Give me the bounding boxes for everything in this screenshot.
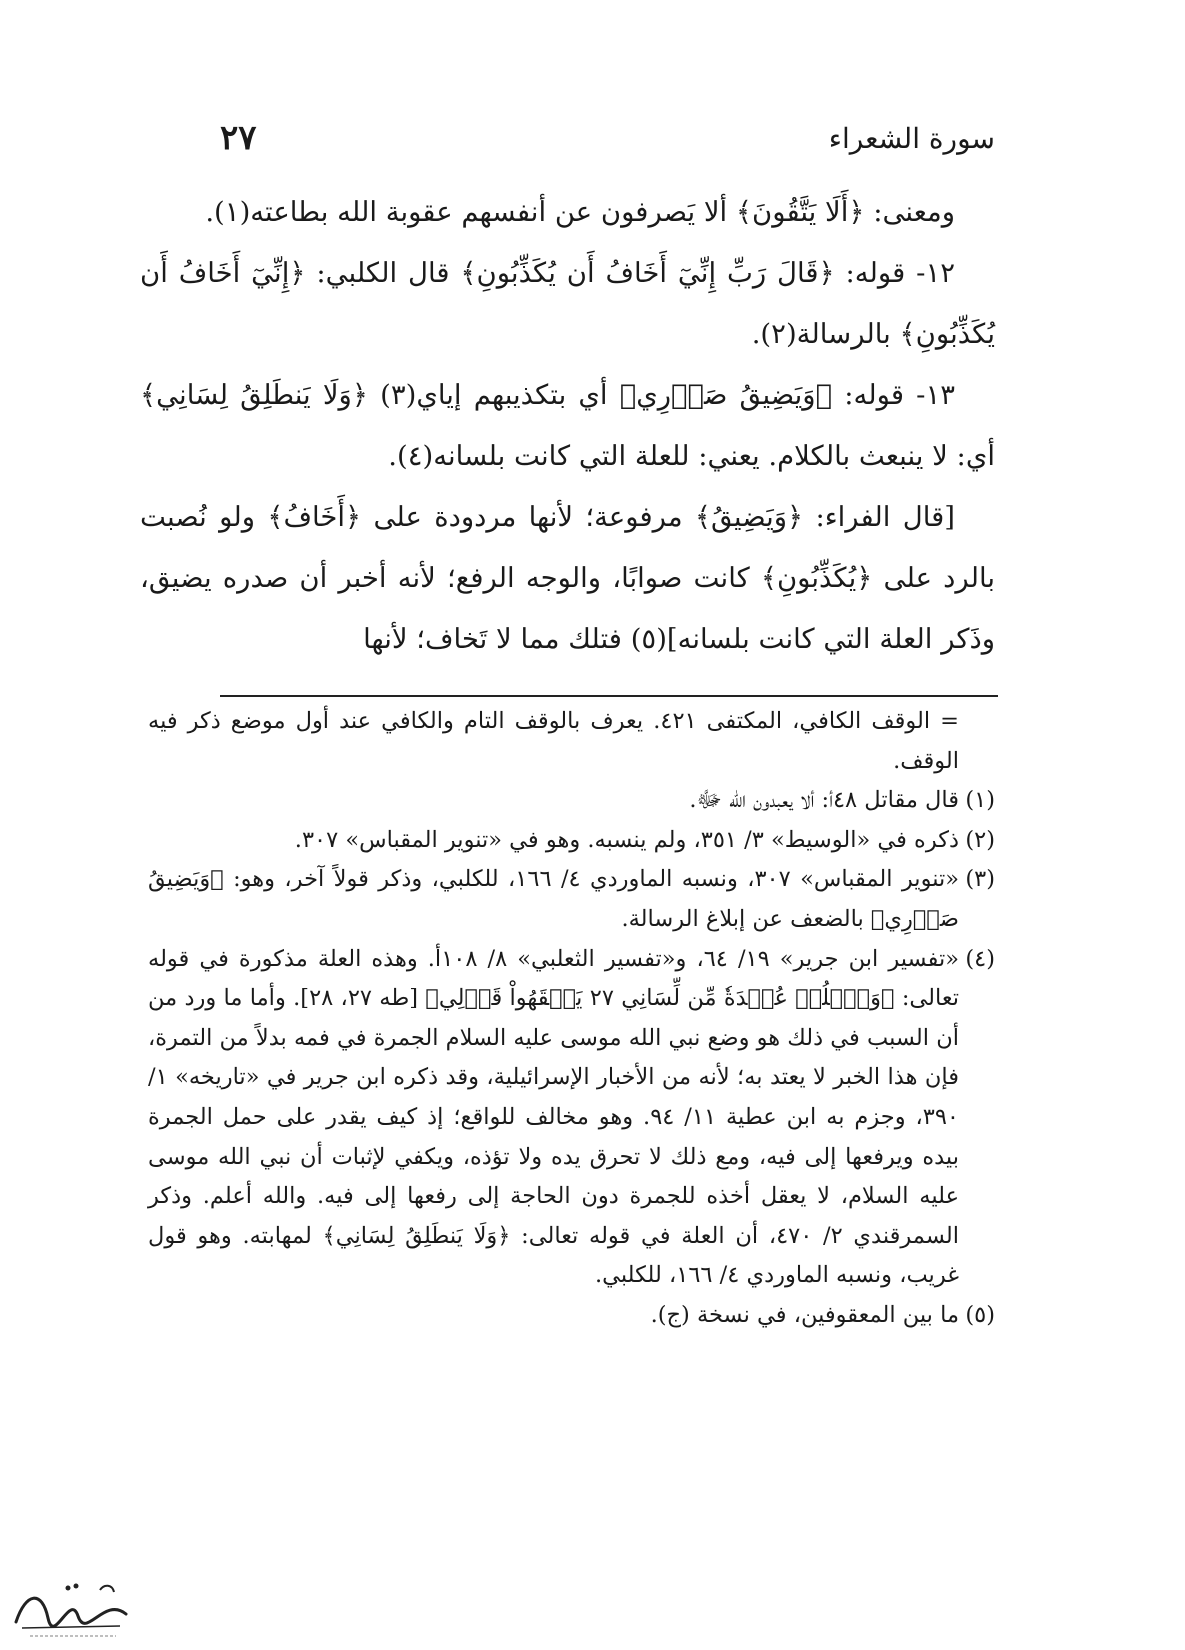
footnote-number: (١): [965, 787, 995, 814]
footnote-4: [148, 940, 995, 1296]
footnote-2: [148, 821, 995, 861]
footnote-text: قال مقاتل ٤٨أ: ألا يعبدون الله ﷻ.: [689, 787, 959, 814]
footnote-text: ذكره في «الوسيط» ٣/ ٣٥١، ولم ينسبه. وهو في «تنوير المقباس» ٣٠٧.: [294, 826, 959, 853]
footnote-5: [148, 1296, 995, 1336]
footnotes: [148, 702, 995, 1336]
footnote-number: (٥): [965, 1301, 995, 1328]
main-text: [140, 182, 995, 670]
footnote-text: «تفسير ابن جرير» ١٩/ ٦٤، و«تفسير الثعلبي» ٨/ ١٠٨أ. وهذه العلة مذكورة في قوله تعالى: ﴿وَٱحۡلُلۡ عُقۡدَةٗ مِّن لِّسَانِي ٢٧ يَفۡقَهُواْ قَوۡلِي﴾ [طه ٢٧، ٢٨]. وأما ما ورد من أن السبب في ذلك هو وضع نبي الله موسى عليه السلام الجمرة في فمه بدلاً من التمرة، فإن هذا الخبر لا يعتد به؛ لأنه من الأخبار الإسرائيلية، وقد ذكره ابن جرير في «تاريخه» ١/ ٣٩٠، وجزم به ابن عطية ١١/ ٩٤. وهو مخالف للواقع؛ إذ كيف يقدر على حمل الجمرة بيده ويرفعها إلى فيه، ومع ذلك لا تحرق يده ولا تؤذه، ويكفي لإثبات أن نبي الله موسى عليه السلام، لا يعقل أخذه للجمرة دون الحاجة إلى رفعها إلى فيه. والله أعلم. وذكر السمرقندي ٢/ ٤٧٠، أن العلة في قوله تعالى: ﴿وَلَا يَنطَلِقُ لِسَانِي﴾ لمهابته. وهو قول غريب، ونسبه الماوردي ٤/ ١٦٦، للكلبي.: [148, 945, 960, 1289]
footnote-number: (٢): [965, 826, 995, 853]
library-logo: [8, 1578, 136, 1640]
footnote-separator: [220, 695, 998, 697]
footnote-3: [148, 860, 995, 939]
footnote-number: (٤): [965, 945, 996, 972]
paragraph-1: ومعنى: ﴿أَلَا يَتَّقُونَ﴾ ألا يَصرفون عن أنفسهم عقوبة الله بطاعته(١).: [205, 196, 955, 228]
footnote-1: [148, 781, 995, 821]
footnote-number: (٣): [965, 866, 996, 893]
footnote-continuation: = الوقف الكافي، المكتفى ٤٢١. يعرف بالوقف التام والكافي عند أول موضع ذكر فيه الوقف.: [148, 708, 959, 774]
sura-title: سورة الشعراء: [828, 122, 995, 155]
paragraph-4: [قال الفراء: ﴿وَيَضِيقُ﴾ مرفوعة؛ لأنها مردودة على ﴿أَخَافُ﴾ ولو نُصبت بالرد على ﴿يُكَذِّبُونِ﴾ كانت صوابًا، والوجه الرفع؛ لأنه أخبر أن صدره يضيق، وذَكر العلة التي كانت بلسانه](٥) فتلك مما لا تَخاف؛ لأنها: [140, 501, 995, 655]
page-header: [220, 118, 995, 168]
paragraph-3: ١٣- قوله: ﴿وَيَضِيقُ صَدۡرِي﴾ أي بتكذيبهم إياي(٣) ﴿وَلَا يَنطَلِقُ لِسَانِي﴾ أي: لا ينبعث بالكلام. يعني: للعلة التي كانت بلسانه(٤).: [140, 379, 995, 472]
paragraph-2: ١٢- قوله: ﴿قَالَ رَبِّ إِنِّيٓ أَخَافُ أَن يُكَذِّبُونِ﴾ قال الكلبي: ﴿إِنِّيٓ أَخَافُ أَن يُكَذِّبُونِ﴾ بالرسالة(٢).: [140, 257, 995, 350]
footnote-text: «تنوير المقباس» ٣٠٧، ونسبه الماوردي ٤/ ١٦٦، للكلبي، وذكر قولاً آخر، وهو: ﴿وَيَضِيقُ صَدۡرِي﴾ بالضعف عن إبلاغ الرسالة.: [148, 866, 960, 932]
page-number: ٢٧: [220, 118, 257, 158]
footnote-text: ما بين المعقوفين، في نسخة (ج).: [650, 1301, 959, 1328]
